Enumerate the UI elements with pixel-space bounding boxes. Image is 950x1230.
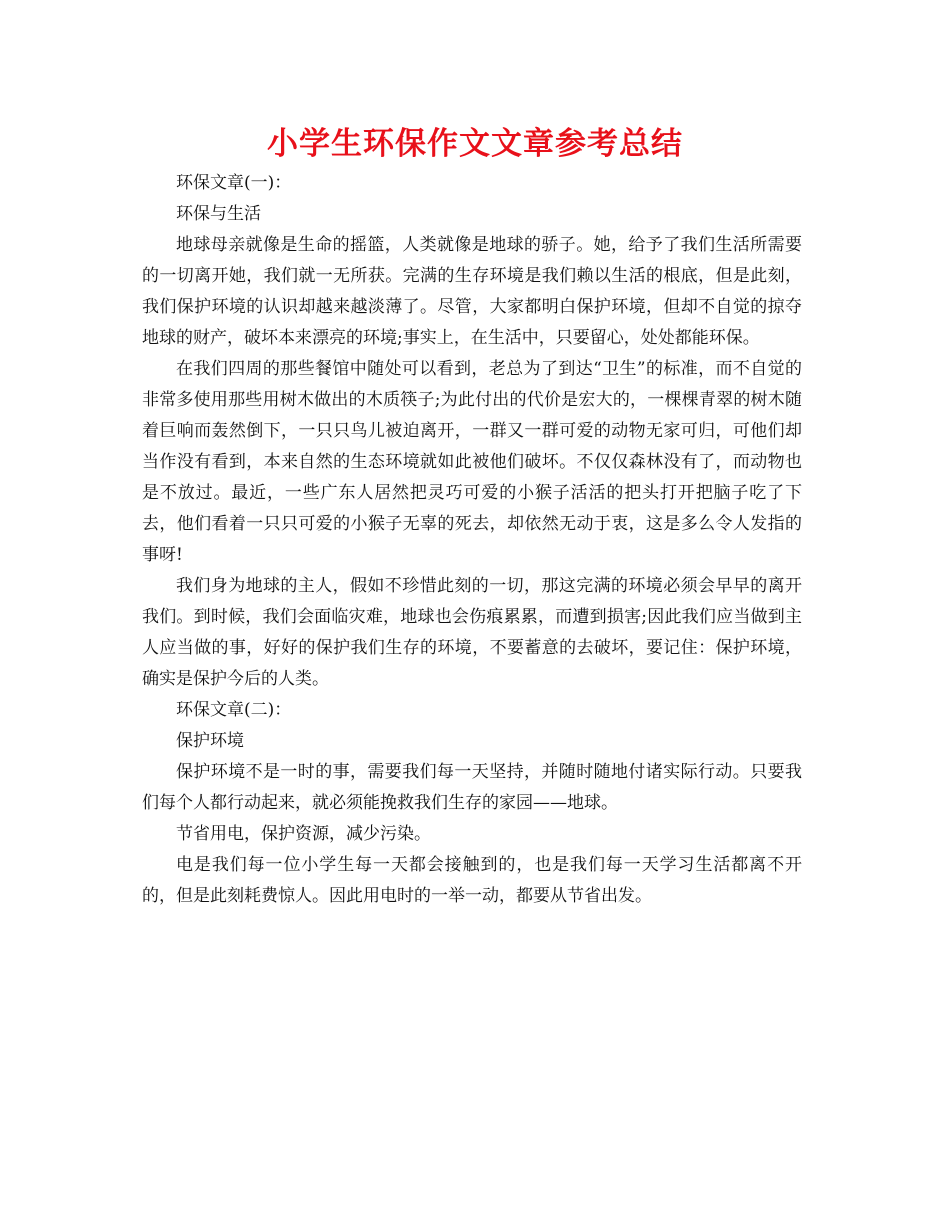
document-body [142,168,802,912]
section-subtitle-2: 保护环境 [176,731,244,751]
body-paragraph: 我们身为地球的主人，假如不珍惜此刻的一切，那这完满的环境必须会早早的离开我们。到时候，我们会面临灾难，地球也会伤痕累累，而遭到损害;因此我们应当做到主人应当做的事，好好的保护我们生存的环境，不要蓄意的去破坏，要记住：保护环境，确实是保护今后的人类。 [142,576,802,689]
section-subtitle-1: 环保与生活 [176,204,261,224]
body-paragraph: 节省用电，保护资源，减少污染。 [176,824,431,844]
section-heading-2: 环保文章(二)： [176,700,292,720]
body-paragraph: 电是我们每一位小学生每一天都会接触到的，也是我们每一天学习生活都离不开的，但是此刻耗费惊人。因此用电时的一举一动，都要从节省出发。 [142,855,802,906]
body-paragraph: 在我们四周的那些餐馆中随处可以看到，老总为了到达“卫生”的标准，而不自觉的非常多使用那些用树木做出的木质筷子;为此付出的代价是宏大的，一棵棵青翠的树木随着巨响而轰然倒下，一只只鸟儿被迫离开，一群又一群可爱的动物无家可归，可他们却当作没有看到，本来自然的生态环境就如此被他们破坏。不仅仅森林没有了，而动物也是不放过。最近，一些广东人居然把灵巧可爱的小猴子活活的把头打开把脑子吃了下去，他们看着一只只可爱的小猴子无辜的死去，却依然无动于衷，这是多么令人发指的事呀! [142,359,802,565]
document-title: 小学生环保作文文章参考总结 [267,126,683,162]
body-paragraph: 保护环境不是一时的事，需要我们每一天坚持，并随时随地付诸实际行动。只要我们每个人都行动起来，就必须能挽救我们生存的家园——地球。 [142,762,802,813]
body-paragraph: 地球母亲就像是生命的摇篮，人类就像是地球的骄子。她，给予了我们生活所需要的一切离开她，我们就一无所获。完满的生存环境是我们赖以生活的根底，但是此刻，我们保护环境的认识却越来越淡薄了。尽管，大家都明白保护环境，但却不自觉的掠夺地球的财产，破坏本来漂亮的环境;事实上，在生活中，只要留心，处处都能环保。 [142,235,802,348]
section-heading-1: 环保文章(一)： [176,173,292,193]
